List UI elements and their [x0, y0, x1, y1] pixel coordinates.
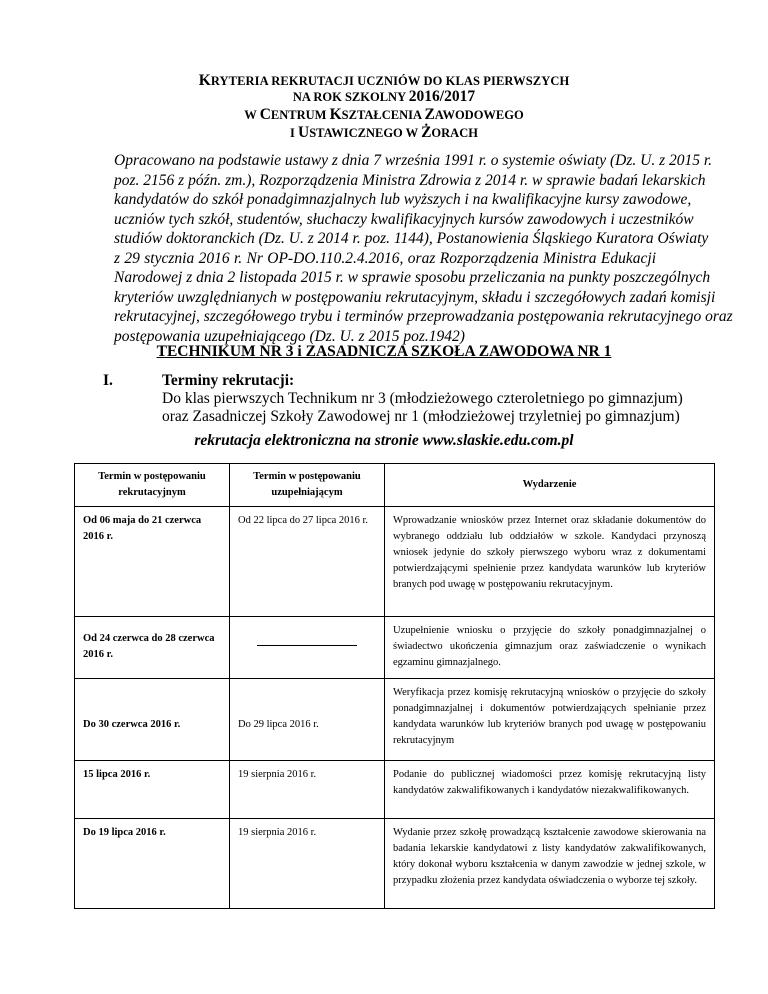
supplementary-date-empty	[230, 617, 385, 679]
table-row	[75, 679, 715, 761]
table-row	[75, 617, 715, 679]
schedule-table	[74, 463, 715, 909]
section-body-line: Do klas pierwszych Technikum nr 3 (młodzieżowego czteroletniego po gimnazjum)	[162, 390, 683, 407]
intro-line: postępowania uzupełniającego (Dz. U. z 2015 poz.1942)	[114, 327, 465, 345]
recruitment-date: Do 19 lipca 2016 r.	[75, 819, 230, 909]
header-supplementary-date: Termin w postępowaniu uzupełniającym	[230, 464, 385, 507]
intro-paragraph	[114, 151, 733, 346]
intro-line: Narodowej z dnia 2 listopada 2015 r. w sprawie sposobu przeliczania na punkty poszczególnych	[114, 269, 711, 286]
section-heading: TECHNIKUM NR 3 i ZASADNICZA SZKOŁA ZAWODOWA NR 1	[156, 343, 612, 360]
intro-line: z 29 stycznia 2016 r. Nr OP-DO.110.2.4.2016, oraz Rozporządzenia Ministra Edukacji	[114, 249, 656, 267]
supplementary-date: 19 sierpnia 2016 r.	[230, 761, 385, 819]
recruitment-date: Do 30 czerwca 2016 r.	[75, 679, 230, 761]
intro-line: kandydatów do szkół ponadgimnazjalnych lub wyższych i na kwalifikacyjne kursy zawodowe,	[114, 191, 692, 208]
table-header-row	[75, 464, 715, 507]
event-description: Podanie do publicznej wiadomości przez komisję rekrutacyjną listy kandydatów zakwalifikowanych i kandydatów niezakwalifikowanych.	[385, 761, 715, 819]
intro-line: rekrutacyjnej, szczegółowego trybu i terminów przeprowadzania postępowania rekrutacyjnego oraz	[114, 308, 733, 325]
event-description: Wydanie przez szkołę prowadzącą kształcenie zawodowe skierowania na badania lekarskie kandydatowi z listy kandydatów zakwalifikowanych, który dokonał wyboru kształcenia w danym zawodzie w jednej szkole, w przypadku złożenia przez kandydata oświadczenia o wyborze tej szkoły.	[385, 819, 715, 909]
supplementary-date: Do 29 lipca 2016 r.	[230, 679, 385, 761]
recruitment-date: Od 06 maja do 21 czerwca 2016 r.	[75, 507, 230, 617]
section-body-line: oraz Zasadniczej Szkoły Zawodowej nr 1 (młodzieżowej trzyletniej po gimnazjum)	[162, 408, 680, 425]
title-line-4: I USTAWICZNEGO W ŻORACH	[290, 124, 478, 141]
section-number: I.	[103, 372, 113, 389]
supplementary-date: 19 sierpnia 2016 r.	[230, 819, 385, 909]
intro-line: Opracowano na podstawie ustawy z dnia 7 września 1991 r. o systemie oświaty (Dz. U. z 2015 r.	[114, 152, 713, 169]
title-line-2: NA ROK SZKOLNY 2016/2017	[292, 88, 476, 105]
title-line-1: KRYTERIA REKRUTACJI UCZNIÓW DO KLAS PIERWSZYCH	[198, 72, 570, 89]
title-line-3: W CENTRUM KSZTAŁCENIA ZAWODOWEGO	[244, 106, 524, 123]
table-row	[75, 761, 715, 819]
section-body	[162, 390, 722, 426]
intro-line: studiów doktoranckich (Dz. U. z 2014 r. poz. 1144), Postanowienia Śląskiego Kuratora Oświaty	[114, 230, 709, 247]
intro-line: poz. 2156 z późn. zm.), Rozporządzenia Ministra Zdrowia z 2014 r. w sprawie badań lekarskich	[114, 171, 706, 189]
header-event: Wydarzenie	[385, 464, 715, 507]
event-description: Uzupełnienie wniosku o przyjęcie do szkoły ponadgimnazjalnej o świadectwo ukończenia gimnazjum oraz zaświadczenie o wynikach egzaminu gimnazjalnego.	[385, 617, 715, 679]
intro-line: uczniów tych szkół, studentów, słuchaczy kwalifikacyjnych kursów zawodowych i uczestników	[114, 210, 694, 228]
recruitment-date: 15 lipca 2016 r.	[75, 761, 230, 819]
header-recruitment-date: Termin w postępowaniu rekrutacyjnym	[75, 464, 230, 507]
event-description: Wprowadzanie wniosków przez Internet oraz składanie dokumentów do wybranego oddziału lub oddziałów w szkole. Kandydaci przynoszą wniosek jedynie do szkoły pierwszego wyboru wraz z dokumentami potwierdzającymi spełnienie przez kandydata warunków lub kryteriów branych pod uwagę w postępowaniu rekrutacyjnym.	[385, 507, 715, 617]
empty-dash	[257, 645, 357, 646]
intro-line: kryteriów uwzględnianych w postępowaniu rekrutacyjnym, składu i szczegółowych zadań komisji	[114, 288, 716, 306]
recruitment-date: Od 24 czerwca do 28 czerwca 2016 r.	[75, 617, 230, 679]
section-title: Terminy rekrutacji:	[162, 372, 295, 389]
event-description: Weryfikacja przez komisję rekrutacyjną wniosków o przyjęcie do szkoły ponadgimnazjalnej i dokumentów potwierdzających spełnianie przez kandydata warunków lub kryteriów branych pod uwagę w postępowaniu rekrutacyjnym	[385, 679, 715, 761]
recruitment-note: rekrutacja elektroniczna na stronie www.slaskie.edu.com.pl	[194, 432, 574, 449]
supplementary-date: Od 22 lipca do 27 lipca 2016 r.	[230, 507, 385, 617]
table-row	[75, 507, 715, 617]
table-row	[75, 819, 715, 909]
